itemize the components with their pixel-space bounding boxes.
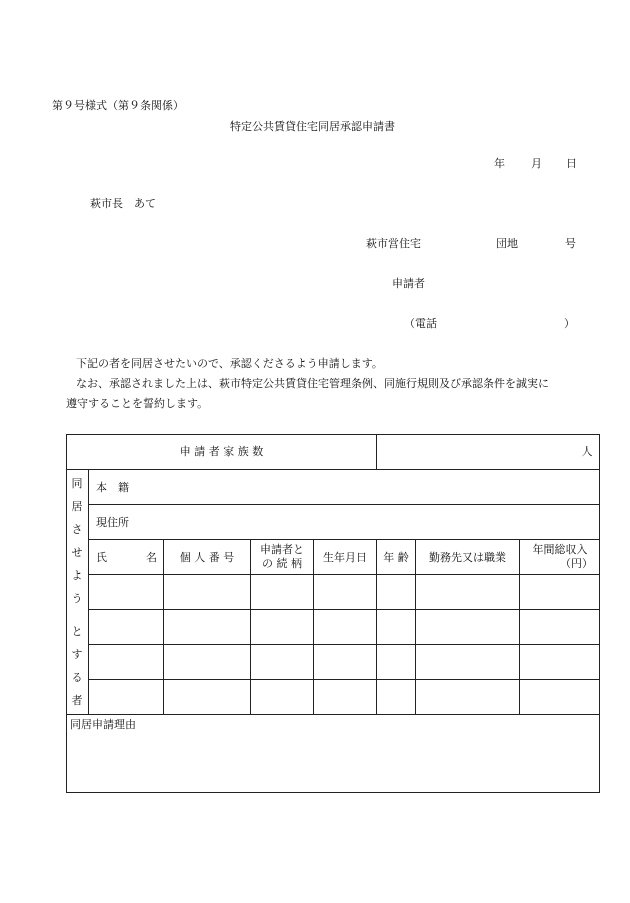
form-number: 第９号様式（第９条関係） [52, 99, 184, 112]
header-name-a: 氏 [96, 551, 107, 564]
family-count-unit: 人 [581, 445, 593, 458]
header-income-2: （円） [560, 557, 593, 570]
header-relation-2: の 続 柄 [262, 557, 302, 570]
header-name-b: 名 [146, 551, 157, 564]
addressee: 萩市長 あて [90, 197, 156, 210]
body-line-1: 下記の者を同居させたいので、承認くださるよう申請します。 [76, 357, 383, 370]
phone-close: ） [564, 317, 575, 330]
side-char: よ [71, 569, 83, 582]
header-relation-1: 申請者と [260, 543, 304, 556]
honseki-row [89, 470, 600, 505]
column-divider [415, 540, 416, 715]
current-address-label: 現住所 [96, 516, 129, 529]
side-char: さ [71, 523, 83, 536]
table-row [89, 645, 600, 680]
column-divider [313, 540, 314, 715]
body-line-3: 遵守することを誓約します。 [66, 397, 209, 410]
table-row [89, 575, 600, 610]
header-employer: 勤務先又は職業 [429, 551, 506, 564]
date-year: 年 [494, 157, 505, 170]
table-row [89, 610, 600, 645]
applicant-label: 申請者 [392, 277, 425, 290]
column-divider [376, 540, 377, 715]
current-address-row [89, 505, 600, 540]
side-char: せ [71, 546, 83, 559]
phone-open: （電話 [404, 317, 437, 330]
side-char: う [71, 592, 83, 605]
residence-label: 萩市営住宅 [366, 237, 421, 250]
date-day: 日 [566, 157, 577, 170]
residence-number: 号 [565, 237, 576, 250]
side-char: る [71, 671, 83, 684]
side-char: す [71, 648, 83, 661]
side-char: 同 [71, 477, 83, 490]
header-income-1: 年間総収入 [532, 543, 588, 556]
residence-danchi: 団地 [496, 237, 518, 250]
header-age: 年 齢 [383, 551, 409, 564]
honseki-label: 本 籍 [96, 481, 129, 494]
form-title: 特定公共賃貸住宅同居承認申請書 [230, 120, 395, 133]
column-divider [519, 540, 520, 715]
body-line-2: なお、承認されました上は、萩市特定公共賃貸住宅管理条例、同施行規則及び承認条件を誠実に [76, 377, 549, 390]
header-birth-date: 生年月日 [323, 551, 367, 564]
column-divider [163, 540, 164, 715]
date-month: 月 [531, 157, 542, 170]
side-char: 者 [71, 694, 83, 707]
side-char: と [71, 625, 83, 638]
family-count-label: 申 請 者 家 族 数 [179, 445, 264, 458]
header-personal-number: 個 人 番 号 [179, 551, 235, 564]
reason-label: 同居申請理由 [70, 718, 136, 731]
side-char: 居 [71, 500, 83, 513]
